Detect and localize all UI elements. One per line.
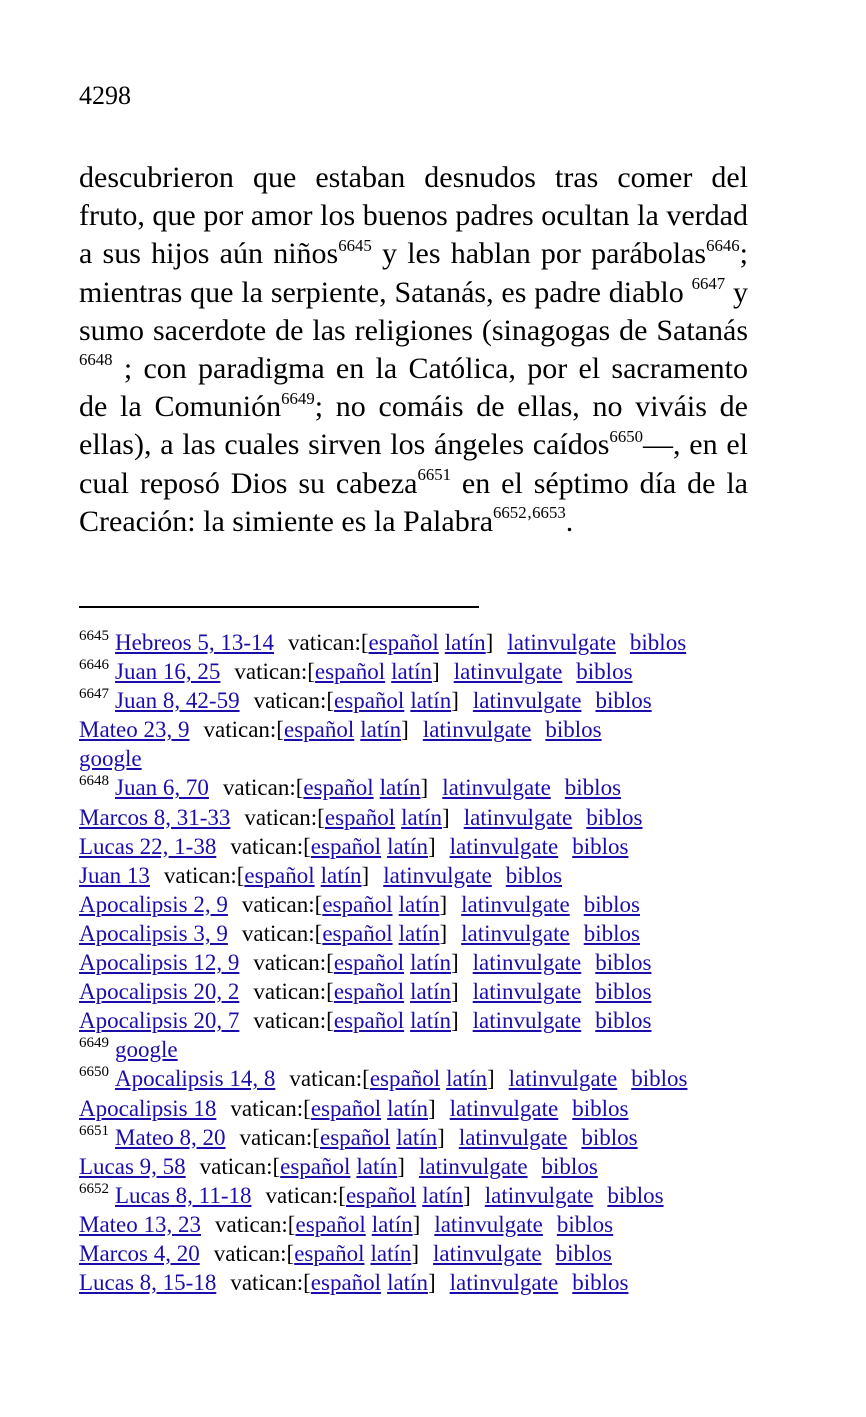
bracket-close: ] <box>463 1182 471 1208</box>
body-text-segment: y les hablan por parábolas <box>371 237 707 271</box>
espanol-link[interactable]: español <box>333 950 405 976</box>
footnote-marker: 6650 <box>609 426 643 446</box>
footnote-number: 6649 <box>79 1035 109 1052</box>
biblos-link[interactable]: biblos <box>572 1270 629 1296</box>
espanol-link[interactable]: español <box>280 1153 351 1179</box>
latin-link[interactable]: latín <box>360 717 402 743</box>
latin-link[interactable]: latín <box>422 1182 464 1208</box>
footnote-line <box>79 803 759 832</box>
espanol-link[interactable]: español <box>283 717 355 743</box>
scripture-reference-link[interactable]: Apocalipsis 20, 2 <box>79 979 240 1005</box>
footnote-marker: 6646 <box>706 235 740 255</box>
page-number: 4298 <box>79 81 131 110</box>
google-link[interactable]: google <box>115 1037 178 1063</box>
espanol-link[interactable]: español <box>324 804 396 830</box>
bracket-close: ] <box>486 1066 495 1092</box>
bracket-close: ] <box>427 1270 436 1296</box>
biblos-link[interactable]: biblos <box>555 1240 612 1266</box>
body-text-segment: descubrieron que estaban desnudos tras comer del fruto, que por amor los buenos padres ocultan la verdad a sus hijos aún niños <box>79 161 748 271</box>
footnote-line <box>79 977 759 1006</box>
biblos-link[interactable]: biblos <box>505 862 563 888</box>
footnote-number: 6647 <box>79 686 109 703</box>
footnote-separator <box>79 606 479 608</box>
bracket-close: ] <box>427 1095 436 1121</box>
vatican-label: vatican:[ <box>253 979 334 1005</box>
footnote-line <box>79 1123 759 1152</box>
footnote-line <box>79 657 759 686</box>
biblos-link[interactable]: biblos <box>556 1211 614 1237</box>
latin-link[interactable]: latín <box>379 775 421 801</box>
bracket-close: ] <box>442 804 450 830</box>
footnote-line <box>79 1094 759 1123</box>
bracket-close: ] <box>451 688 459 714</box>
biblos-link[interactable]: biblos <box>629 630 687 655</box>
espanol-link[interactable]: español <box>310 1095 382 1121</box>
bracket-close: ] <box>437 1124 445 1150</box>
biblos-link[interactable]: biblos <box>586 804 643 830</box>
scripture-reference-link[interactable]: Lucas 8, 11-18 <box>115 1182 252 1208</box>
bracket-close: ] <box>485 630 494 655</box>
biblos-link[interactable]: biblos <box>595 1008 652 1034</box>
espanol-link[interactable]: español <box>319 1124 391 1150</box>
footnote-line <box>79 686 759 715</box>
body-text-segment: —, en el cual reposó Dios su cabeza <box>79 428 749 500</box>
scripture-reference-link[interactable]: Juan 13 <box>79 862 150 888</box>
latinvulgate-link[interactable]: latinvulgate <box>458 1124 568 1150</box>
espanol-link[interactable]: español <box>314 659 386 685</box>
bracket-close: ] <box>420 775 429 801</box>
bracket-close: ] <box>450 1008 459 1034</box>
vatican-label: vatican:[ <box>244 804 325 830</box>
scripture-reference-link[interactable]: Apocalipsis 3, 9 <box>79 920 228 946</box>
latin-link[interactable]: latín <box>410 688 452 714</box>
footnote-line <box>79 1035 759 1064</box>
scripture-reference-link[interactable]: Juan 6, 70 <box>115 775 209 801</box>
latinvulgate-link[interactable]: latinvulgate <box>434 1211 543 1237</box>
biblos-link[interactable]: biblos <box>595 979 652 1005</box>
biblos-link[interactable]: biblos <box>581 1124 638 1150</box>
biblos-link[interactable]: biblos <box>607 1182 664 1208</box>
latinvulgate-link[interactable]: latinvulgate <box>422 717 532 743</box>
footnote-number: 6652 <box>79 1180 109 1197</box>
latinvulgate-link[interactable]: latinvulgate <box>472 1008 582 1034</box>
espanol-link[interactable]: español <box>244 862 315 888</box>
vatican-label: vatican:[ <box>213 1240 295 1266</box>
vatican-label: vatican:[ <box>215 1211 296 1237</box>
espanol-link[interactable]: español <box>333 1008 405 1034</box>
espanol-link[interactable]: español <box>369 1066 441 1092</box>
vatican-label: vatican:[ <box>253 950 334 976</box>
vatican-label: vatican:[ <box>222 775 304 801</box>
scripture-reference-link[interactable]: Marcos 8, 31-33 <box>79 804 231 830</box>
latinvulgate-link[interactable]: latinvulgate <box>484 1182 594 1208</box>
espanol-link[interactable]: español <box>334 688 405 714</box>
scripture-reference-link[interactable]: Mateo 23, 9 <box>79 717 190 743</box>
latinvulgate-link[interactable]: latinvulgate <box>449 1270 559 1296</box>
latin-link[interactable]: latín <box>410 950 451 976</box>
footnote-line <box>79 1181 759 1210</box>
scripture-reference-link[interactable]: Marcos 4, 20 <box>79 1240 200 1266</box>
latin-link[interactable]: latín <box>371 1211 413 1237</box>
footnote-number: 6646 <box>79 657 109 674</box>
espanol-link[interactable]: español <box>295 1211 366 1237</box>
bracket-close: ] <box>450 950 459 976</box>
bracket-close: ] <box>439 891 448 917</box>
bracket-close: ] <box>427 833 436 859</box>
latinvulgate-link[interactable]: latinvulgate <box>507 630 616 655</box>
latin-link[interactable]: latín <box>396 1124 438 1150</box>
espanol-link[interactable]: español <box>333 979 405 1005</box>
vatican-label: vatican:[ <box>288 630 369 655</box>
latinvulgate-link[interactable]: latinvulgate <box>442 775 551 801</box>
footnote-number: 6645 <box>79 628 109 644</box>
bracket-close: ] <box>401 717 409 743</box>
scripture-reference-link[interactable]: Apocalipsis 20, 7 <box>79 1008 240 1034</box>
latinvulgate-link[interactable]: latinvulgate <box>433 1240 542 1266</box>
vatican-label: vatican:[ <box>163 862 245 888</box>
bracket-close: ] <box>397 1153 405 1179</box>
espanol-link[interactable]: español <box>345 1182 417 1208</box>
bracket-close: ] <box>411 1240 420 1266</box>
body-text-segment: y sumo sacerdote de las religiones (sinagogas de Satanás <box>79 275 748 347</box>
vatican-label: vatican:[ <box>230 1095 311 1121</box>
footnote-marker: 6649 <box>281 388 315 408</box>
vatican-label: vatican:[ <box>203 717 284 743</box>
latinvulgate-link[interactable]: latinvulgate <box>463 804 573 830</box>
biblos-link[interactable]: biblos <box>541 1153 598 1179</box>
footnote-line <box>79 628 759 657</box>
scripture-reference-link[interactable]: Mateo 8, 20 <box>115 1124 226 1150</box>
biblos-link[interactable]: biblos <box>583 920 640 946</box>
footnote-line <box>79 773 759 802</box>
footnote-line <box>79 861 759 890</box>
latin-link[interactable]: latín <box>401 804 443 830</box>
biblos-link[interactable]: biblos <box>576 659 633 685</box>
footnote-line <box>79 744 759 773</box>
espanol-link[interactable]: español <box>322 891 393 917</box>
latin-link[interactable]: latín <box>410 1008 451 1034</box>
latin-link[interactable]: latín <box>387 833 428 859</box>
footnote-marker: 6648 <box>79 350 113 370</box>
scripture-reference-link[interactable]: Apocalipsis 12, 9 <box>79 950 240 976</box>
latin-link[interactable]: latín <box>370 1240 412 1266</box>
latin-link[interactable]: latín <box>446 1066 487 1092</box>
latinvulgate-link[interactable]: latinvulgate <box>472 688 582 714</box>
latinvulgate-link[interactable]: latinvulgate <box>418 1153 528 1179</box>
scripture-reference-link[interactable]: Lucas 22, 1-38 <box>79 833 217 859</box>
footnote-line <box>79 890 759 919</box>
body-text-segment: . <box>565 504 574 538</box>
scripture-reference-link[interactable]: Lucas 8, 15-18 <box>79 1270 217 1296</box>
scripture-reference-link[interactable]: Apocalipsis 14, 8 <box>115 1066 276 1092</box>
vatican-label: vatican:[ <box>289 1066 370 1092</box>
vatican-label: vatican:[ <box>253 1008 334 1034</box>
espanol-link[interactable]: español <box>368 630 439 655</box>
body-text-segment: en el séptimo día de la Creación: la simiente es la Palabra <box>79 466 748 538</box>
biblos-link[interactable]: biblos <box>572 1095 629 1121</box>
footnote-marker: 6647 <box>691 274 726 294</box>
latin-link[interactable]: latín <box>391 659 433 685</box>
biblos-link[interactable]: biblos <box>572 833 629 859</box>
footnote-line <box>79 948 759 977</box>
vatican-label: vatican:[ <box>239 1124 320 1150</box>
vatican-label: vatican:[ <box>199 1153 281 1179</box>
body-paragraph <box>79 159 748 541</box>
footnote-line <box>79 1064 759 1093</box>
google-link[interactable]: google <box>79 746 142 772</box>
latinvulgate-link[interactable]: latinvulgate <box>472 979 582 1005</box>
footnote-marker: 6651 <box>417 465 452 485</box>
latin-link[interactable]: latín <box>444 630 486 655</box>
biblos-link[interactable]: biblos <box>595 950 652 976</box>
footnote-marker: 6652‚6653 <box>493 503 566 523</box>
footnote-line <box>79 1152 759 1181</box>
footnote-line <box>79 1210 759 1239</box>
latinvulgate-link[interactable]: latinvulgate <box>461 891 570 917</box>
vatican-label: vatican:[ <box>241 920 323 946</box>
bracket-close: ] <box>432 659 440 685</box>
scripture-reference-link[interactable]: Hebreos 5, 13-14 <box>115 630 275 655</box>
biblos-link[interactable]: biblos <box>545 717 602 743</box>
espanol-link[interactable]: español <box>294 1240 365 1266</box>
footnote-line <box>79 715 759 744</box>
bracket-close: ] <box>412 1211 421 1237</box>
latin-link[interactable]: latín <box>356 1153 398 1179</box>
latinvulgate-link[interactable]: latinvulgate <box>472 950 582 976</box>
vatican-label: vatican:[ <box>265 1182 346 1208</box>
espanol-link[interactable]: español <box>322 920 393 946</box>
vatican-label: vatican:[ <box>234 659 315 685</box>
espanol-link[interactable]: español <box>310 833 382 859</box>
body-text-segment: ; no comáis de ellas, no viváis de ellas), a las cuales sirven los ángeles caídos <box>79 390 748 462</box>
latinvulgate-link[interactable]: latinvulgate <box>449 833 559 859</box>
vatican-label: vatican:[ <box>241 891 323 917</box>
latin-link[interactable]: latín <box>410 979 451 1005</box>
vatican-label: vatican:[ <box>230 1270 311 1296</box>
scripture-reference-link[interactable]: Lucas 9, 58 <box>79 1153 186 1179</box>
scripture-reference-link[interactable]: Mateo 13, 23 <box>79 1211 202 1237</box>
footnotes-section <box>79 628 759 1297</box>
latinvulgate-link[interactable]: latinvulgate <box>383 862 492 888</box>
espanol-link[interactable]: español <box>303 775 374 801</box>
scripture-reference-link[interactable]: Juan 8, 42-59 <box>115 688 240 714</box>
footnote-line <box>79 832 759 861</box>
footnote-line <box>79 919 759 948</box>
body-text-segment: ; mientras que la serpiente, Satanás, es padre diablo <box>79 237 748 309</box>
footnote-line <box>79 1268 759 1297</box>
footnote-number: 6650 <box>79 1064 109 1081</box>
body-text-segment: ; con paradigma en la Católica, por el sacramento de la Comunión <box>79 352 748 424</box>
footnote-number: 6651 <box>79 1122 109 1139</box>
scripture-reference-link[interactable]: Apocalipsis 2, 9 <box>79 891 228 917</box>
biblos-link[interactable]: biblos <box>583 891 640 917</box>
latinvulgate-link[interactable]: latinvulgate <box>449 1095 559 1121</box>
scripture-reference-link[interactable]: Juan 16, 25 <box>115 659 221 685</box>
biblos-link[interactable]: biblos <box>631 1066 688 1092</box>
bracket-close: ] <box>439 920 448 946</box>
espanol-link[interactable]: español <box>310 1270 382 1296</box>
latinvulgate-link[interactable]: latinvulgate <box>453 659 563 685</box>
vatican-label: vatican:[ <box>253 688 335 714</box>
latinvulgate-link[interactable]: latinvulgate <box>508 1066 618 1092</box>
latin-link[interactable]: latín <box>387 1270 428 1296</box>
latin-link[interactable]: latín <box>398 920 440 946</box>
footnote-marker: 6645 <box>338 235 372 255</box>
bracket-close: ] <box>450 979 459 1005</box>
footnote-line <box>79 1006 759 1035</box>
footnote-line <box>79 1239 759 1268</box>
latinvulgate-link[interactable]: latinvulgate <box>461 920 570 946</box>
bracket-close: ] <box>361 862 370 888</box>
vatican-label: vatican:[ <box>230 833 311 859</box>
biblos-link[interactable]: biblos <box>564 775 622 801</box>
biblos-link[interactable]: biblos <box>595 688 652 714</box>
latin-link[interactable]: latín <box>320 862 362 888</box>
latin-link[interactable]: latín <box>387 1095 428 1121</box>
footnote-number: 6648 <box>79 773 109 790</box>
scripture-reference-link[interactable]: Apocalipsis 18 <box>79 1095 217 1121</box>
latin-link[interactable]: latín <box>398 891 440 917</box>
